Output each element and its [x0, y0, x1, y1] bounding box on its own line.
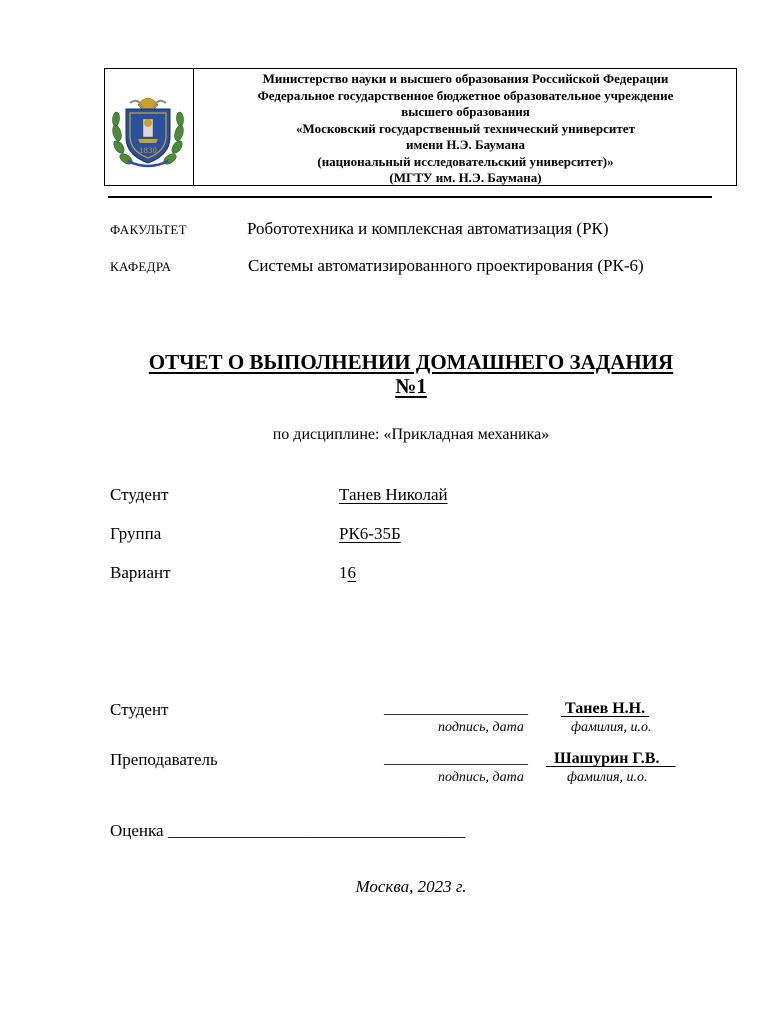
bmstu-emblem-icon	[108, 89, 188, 171]
grade-label: Оценка	[110, 821, 164, 840]
grade-row	[110, 821, 465, 841]
sign-student-name: Танев Н.Н.	[561, 700, 650, 717]
sign-student-label: Студент	[110, 700, 169, 719]
header-divider	[193, 69, 194, 185]
sign-teacher-name: Шашурин Г.В.	[546, 750, 676, 767]
sign-teacher-caption-name: фамилия, и.о.	[567, 770, 648, 785]
sign-teacher-caption-sign: подпись, дата	[438, 770, 524, 785]
variant-value-digit2: 6	[347, 563, 356, 582]
student-label: Студент	[110, 485, 169, 504]
department-value: Системы автоматизированного проектирования (РК-6)	[248, 256, 644, 275]
header-line: (МГТУ им. Н.Э. Баумана)	[389, 170, 542, 185]
sign-student-caption-name: фамилия, и.о.	[571, 720, 652, 735]
variant-label: Вариант	[110, 563, 171, 582]
header-rule	[108, 196, 712, 198]
faculty-value: Робототехника и комплексная автоматизация (РК)	[247, 219, 609, 238]
discipline-subtitle: по дисциплине: «Прикладная механика»	[272, 426, 550, 443]
grade-line: ___________________________________	[167, 821, 466, 840]
header-box	[104, 68, 737, 186]
report-title-line1: ОТЧЕТ О ВЫПОЛНЕНИИ ДОМАШНЕГО ЗАДАНИЯ	[148, 350, 674, 374]
faculty-label: ФАКУЛЬТЕТ	[110, 222, 187, 237]
variant-value-digit1: 1	[339, 563, 348, 582]
group-label: Группа	[110, 524, 162, 543]
report-title-line2: №1	[395, 374, 427, 398]
ministry-header-text	[195, 71, 736, 187]
emblem-year: 1830	[139, 147, 157, 155]
group-value: РК6-35Б	[339, 524, 401, 543]
header-line: высшего образования	[401, 104, 530, 119]
header-line: «Московский государственный технический университет	[296, 120, 635, 136]
header-line: Министерство науки и высшего образования Российской Федерации	[262, 71, 669, 86]
variant-value	[339, 563, 356, 583]
sign-teacher-line: __________________	[384, 750, 528, 767]
city-year-footer: Москва, 2023 г.	[355, 877, 467, 896]
sign-student-caption-sign: подпись, дата	[438, 720, 524, 735]
header-line: (национальный исследовательский университет)»	[317, 153, 614, 169]
report-title	[80, 350, 742, 398]
sign-student-line: __________________	[384, 700, 528, 717]
header-line: имени Н.Э. Баумана	[405, 137, 526, 152]
sign-teacher-label: Преподаватель	[110, 750, 218, 769]
student-value: Танев Николай	[339, 485, 448, 504]
header-line: Федеральное государственное бюджетное образовательное учреждение	[257, 87, 674, 103]
department-label: КАФЕДРА	[110, 259, 172, 274]
